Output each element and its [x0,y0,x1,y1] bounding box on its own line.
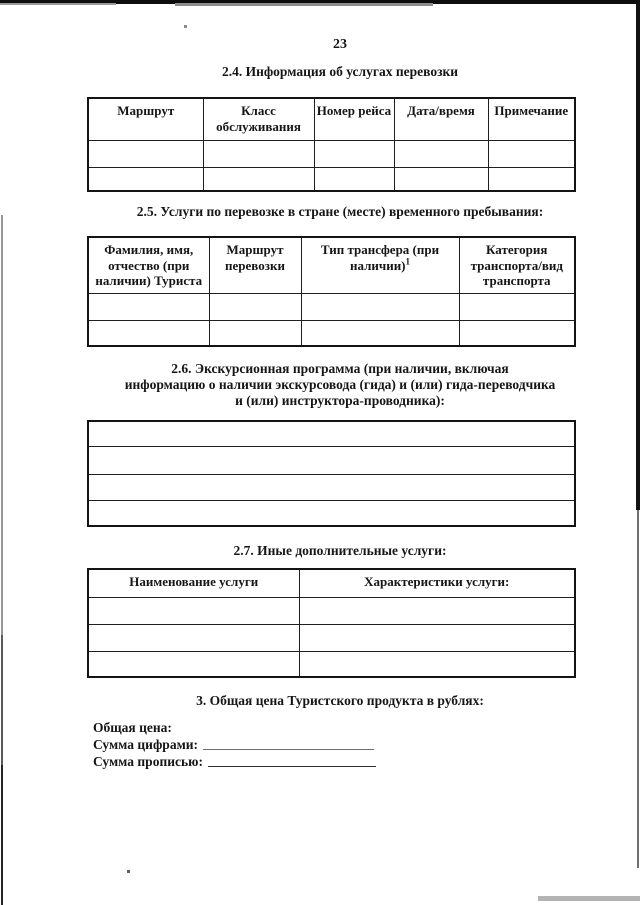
amount-in-words-line [93,754,376,771]
table-row [88,474,575,500]
scan-edge-left-line [1,215,3,635]
section-title-transport-info: 2.4. Информация об услугах перевозки [221,64,459,79]
section-title-total-price: 3. Общая цена Туристского продукта в рублях: [196,693,484,708]
transport-info-table [87,97,576,192]
total-price-line [93,720,376,737]
col-header-date-time: Дата/время [394,98,488,140]
table-header-row [88,98,575,140]
col-header-flight-number: Номер рейса [314,98,394,140]
excursion-program-table [87,420,576,527]
empty-cell [299,597,575,624]
col-header-tourist-name: Фамилия, имя, отчество (при наличии) Туриста [88,237,209,293]
col-header-route: Маршрут [88,98,203,140]
empty-cell [88,651,299,677]
amount-in-digits-label: Сумма цифрами: [93,737,199,752]
table-row [88,624,575,651]
empty-cell [394,167,488,191]
col-header-service-characteristics: Характеристики услуги: [299,569,575,597]
scan-edge-left-line-mid [1,635,3,765]
transfer-type-text: Тип трансфера (при наличии) [320,242,440,273]
empty-cell [301,293,459,320]
total-price-label: Общая цена: [93,720,172,735]
col-header-transport-category: Категория транспорта/вид транспорта [459,237,575,293]
empty-cell [459,293,575,320]
scan-speck [184,25,187,28]
table-row [88,140,575,167]
empty-cell [299,651,575,677]
destination-transport-table [87,236,576,347]
empty-cell [88,293,209,320]
col-header-transfer-type [301,237,459,293]
amount-in-digits-line [93,737,376,754]
scan-mark-bottom-right [538,896,640,901]
table-row [88,167,575,191]
title-line: и (или) инструктора-проводника): [235,393,445,408]
empty-cell [88,140,203,167]
section-title-additional-services: 2.7. Иные дополнительные услуги: [233,543,447,558]
col-header-note: Примечание [488,98,575,140]
table-row [88,597,575,624]
empty-cell [299,624,575,651]
total-price-block [93,720,376,771]
table-header-row [88,569,575,597]
empty-cell [209,293,301,320]
empty-cell [88,320,209,346]
table-row [88,446,575,474]
scan-edge-top-shadow-mid [175,3,433,6]
scan-edge-right-line [637,510,639,868]
table-row [88,293,575,320]
empty-cell [88,167,203,191]
empty-cell [209,320,301,346]
empty-cell [88,500,575,526]
empty-cell [459,320,575,346]
title-line: информацию о наличии экскурсовода (гида) и (или) гида-переводчика [124,377,556,392]
amount-in-words-label: Сумма прописью: [93,754,203,769]
empty-cell [488,140,575,167]
col-header-service-name: Наименование услуги [88,569,299,597]
additional-services-table [87,568,576,678]
page-number: 23 [333,37,347,52]
scan-edge-left-line-dark [1,765,3,905]
empty-cell [88,446,575,474]
empty-cell [488,167,575,191]
empty-cell [394,140,488,167]
table-row [88,421,575,446]
amount-in-words-underline [208,755,376,767]
scan-edge-top-shadow-left [0,3,116,5]
amount-in-digits-underline [203,738,374,750]
table-row [88,651,575,677]
col-header-service-class: Класс обслуживания [203,98,314,140]
empty-cell [314,167,394,191]
empty-cell [301,320,459,346]
col-header-transport-route: Маршрут перевозки [209,237,301,293]
empty-cell [203,167,314,191]
title-line: 2.6. Экскурсионная программа (при наличии, включая [171,361,509,376]
empty-cell [88,597,299,624]
scan-speck [127,870,130,873]
footnote-marker: 1 [405,256,411,267]
empty-cell [88,474,575,500]
empty-cell [314,140,394,167]
empty-cell [88,624,299,651]
table-header-row [88,237,575,293]
section-title-destination-transport: 2.5. Услуги по перевозке в стране (месте) временного пребывания: [136,204,544,219]
empty-cell [88,421,575,446]
table-row [88,320,575,346]
section-title-excursion-program [40,361,640,409]
table-row [88,500,575,526]
empty-cell [203,140,314,167]
